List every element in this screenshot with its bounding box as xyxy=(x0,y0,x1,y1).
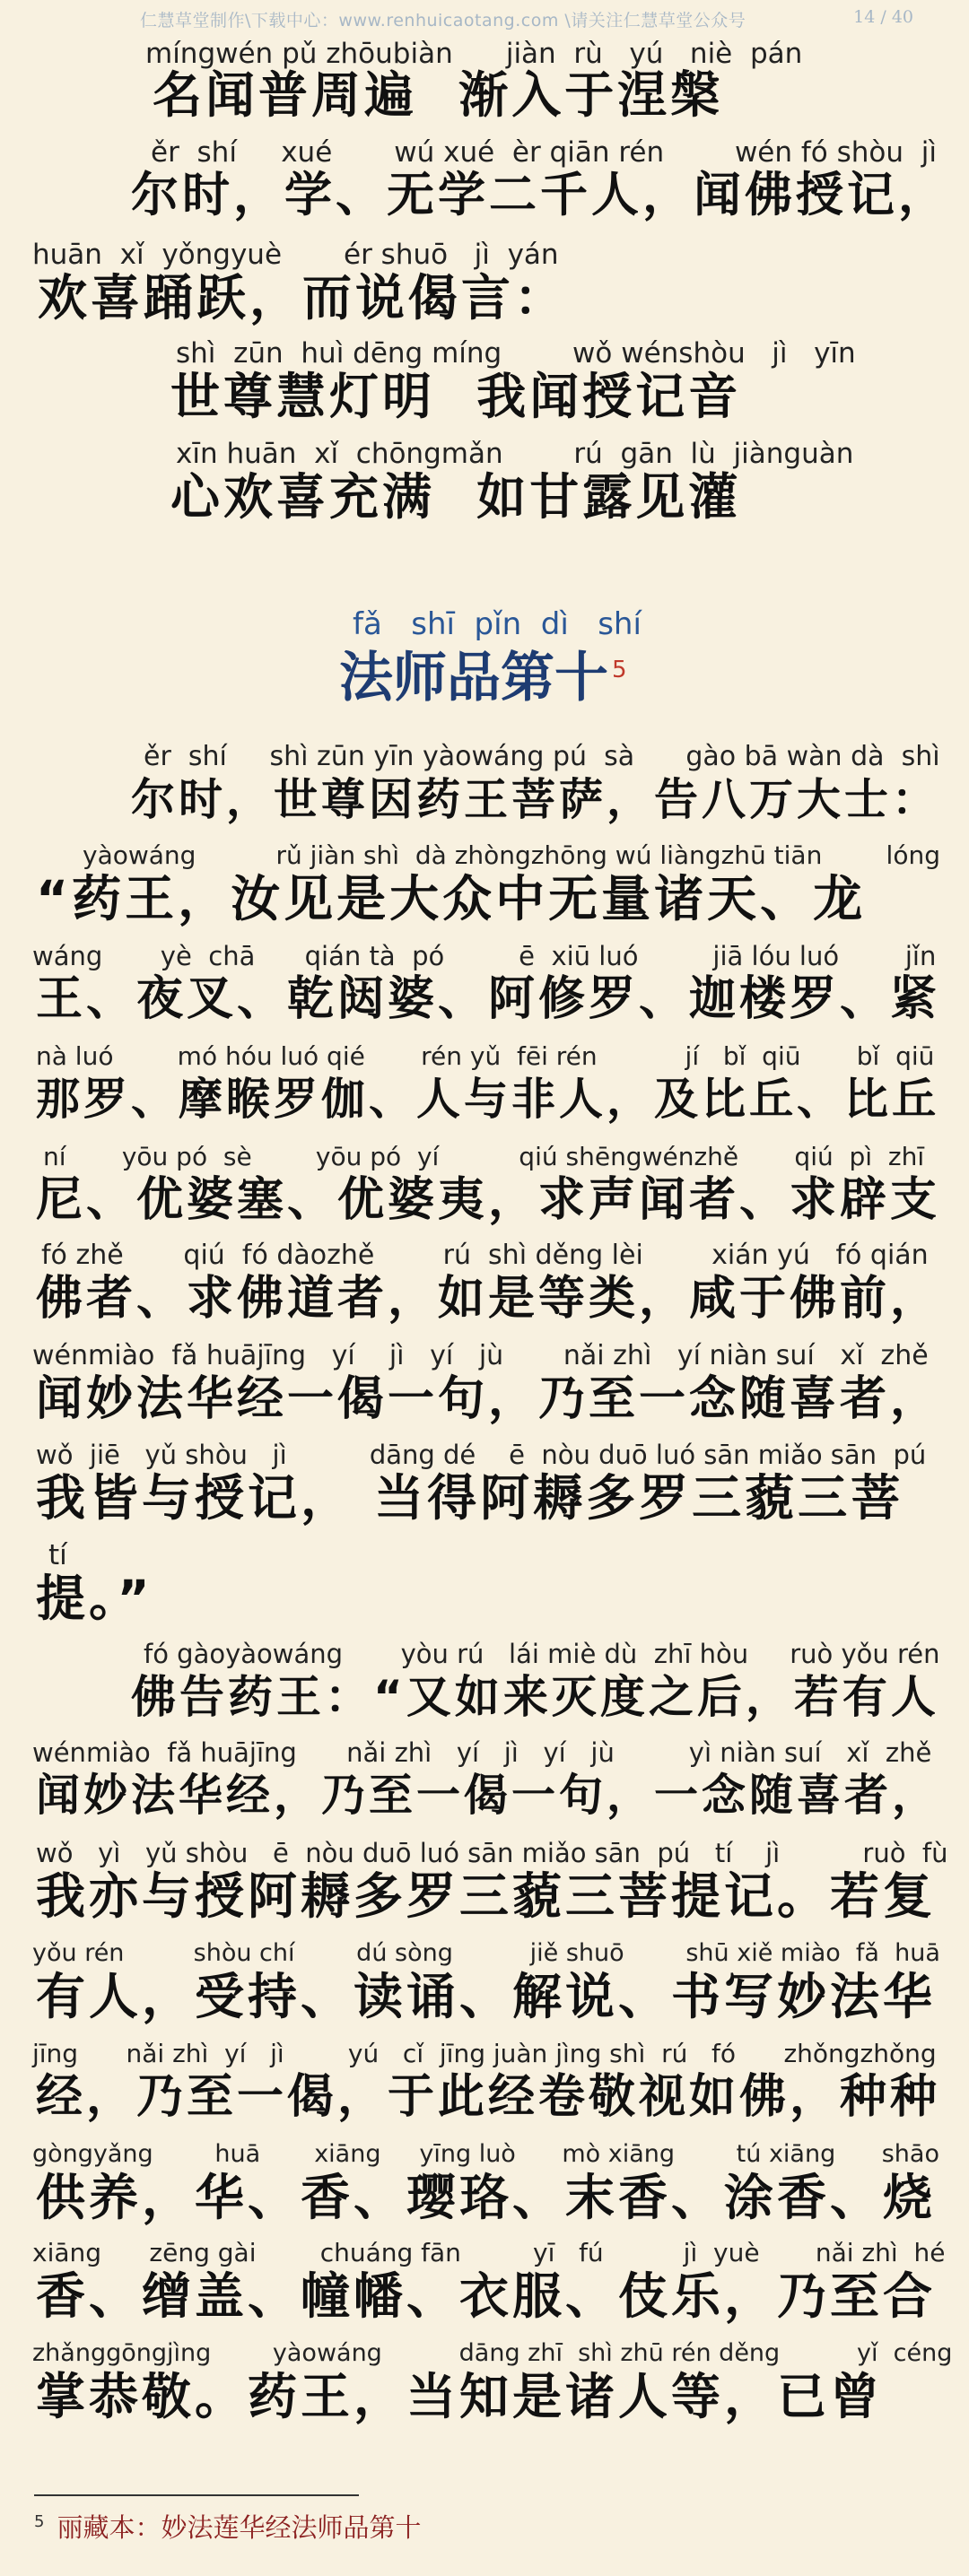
pinyin-line: xīn huān xǐ chōngmǎn rú gān lù jiànguàn xyxy=(176,438,854,470)
pinyin-line: wénmiào fǎ huājīng yí jì yí jù nǎi zhì yí niàn suí xǐ zhě xyxy=(32,1340,929,1371)
footnote xyxy=(34,2508,421,2545)
hanzi-line: 世尊慧灯明 我闻授记音 xyxy=(170,368,742,425)
pinyin-line: xiāng zēng gài chuáng fān yī fú jì yuè nǎi zhì hé xyxy=(32,2238,946,2267)
hanzi-line: 我皆与授记， 当得阿耨多罗三藐三菩 xyxy=(36,1469,904,1527)
hanzi-line: 经，乃至一偈，于此经卷敬视如佛，种种 xyxy=(36,2070,941,2124)
footnote-marker: 5 xyxy=(612,657,627,683)
footnote-text: 丽藏本：妙法莲华经法师品第十 xyxy=(57,2512,422,2543)
pinyin-line: wǒ jiē yǔ shòu jì dāng dé ē nòu duō luó sān miǎo sān pú xyxy=(36,1440,927,1470)
pinyin-line: gòngyǎng huā xiāng yīng luò mò xiāng tú xiāng shāo xyxy=(32,2140,939,2168)
hanzi-line: 提。” xyxy=(36,1570,153,1627)
hanzi-line: 供养，华、香、璎珞、末香、涂香、烧 xyxy=(36,2169,937,2226)
footnote-number: 5 xyxy=(34,2512,45,2532)
hanzi-line: 尔时，世尊因药王菩萨，告八万大士： xyxy=(131,774,940,825)
page-number: 14 / 40 xyxy=(853,7,913,27)
pinyin-line: huān xǐ yǒngyuè ér shuō jì yán xyxy=(32,239,559,271)
pinyin-line: tí xyxy=(48,1539,67,1571)
hanzi-line: 那罗、摩睺罗伽、人与非人，及比丘、比丘 xyxy=(36,1074,940,1125)
pinyin-line: wǒ yì yǔ shòu ē nòu duō luó sān miǎo sān pú tí jì ruò fù xyxy=(36,1838,948,1868)
pinyin-line: yàowáng rǔ jiàn shì dà zhòngzhōng wú liàngzhū tiān lóng xyxy=(83,840,940,870)
pinyin-line: shì zūn huì dēng míng wǒ wénshòu jì yīn xyxy=(176,337,856,370)
pinyin-line: wénmiào fǎ huājīng nǎi zhì yí jì yí jù yì niàn suí xǐ zhě xyxy=(32,1737,932,1768)
footnote-divider xyxy=(34,2494,359,2496)
hanzi-line: 尔时，学、无学二千人，闻佛授记， xyxy=(131,168,949,222)
hanzi-line: 佛者、求佛道者，如是等类，咸于佛前， xyxy=(36,1272,941,1326)
hanzi-line: 尼、优婆塞、优婆夷，求声闻者、求辟支 xyxy=(36,1173,941,1227)
hanzi-line: 闻妙法华经一偈一句，乃至一念随喜者， xyxy=(36,1372,941,1426)
hanzi-line: 有人，受持、读诵、解说、书写妙法华 xyxy=(36,1968,937,2025)
pinyin-line: jīng nǎi zhì yí jì yú cǐ jīng juàn jìng shì rú fó zhǒngzhǒng xyxy=(32,2039,937,2068)
hanzi-line: 佛告药王：“又如来灭度之后，若有人 xyxy=(131,1671,939,1723)
pinyin-line: ěr shí shì zūn yīn yàowáng pú sà gào bā wàn dà shì xyxy=(144,741,940,772)
hanzi-line: “药王，汝见是大众中无量诸天、龙 xyxy=(36,870,867,927)
hanzi-line: 闻妙法华经，乃至一偈一句，一念随喜者， xyxy=(36,1770,940,1821)
pinyin-line: fó gàoyàowáng yòu rú lái miè dù zhī hòu ruò yǒu rén xyxy=(144,1639,940,1669)
hanzi-line: 欢喜踊跃，而说偈言： xyxy=(38,269,568,326)
pinyin-line: zhǎnggōngjìng yàowáng dāng zhī shì zhū rén děng yǐ céng xyxy=(32,2339,953,2367)
hanzi-line: 掌恭敬。药王，当知是诸人等，已曾 xyxy=(36,2368,884,2425)
chapter-pinyin: fǎ shī pǐn dì shí xyxy=(353,606,642,642)
pinyin-line: wáng yè chā qián tà pó ē xiū luó jiā lóu luó jǐn xyxy=(32,941,937,971)
pinyin-line: ní yōu pó sè yōu pó yí qiú shēngwénzhě qiú pì zhī xyxy=(43,1142,925,1171)
hanzi-line: 心欢喜充满 如甘露见灌 xyxy=(170,468,742,526)
header-source-text: 仁慧草堂制作\下载中心：www.renhuicaotang.com \请关注仁慧草堂公众号 xyxy=(140,11,746,30)
pinyin-line: míngwén pǔ zhōubiàn jiàn rù yú niè pán xyxy=(145,38,803,70)
hanzi-line: 名闻普周遍 渐入于涅槃 xyxy=(153,66,724,124)
hanzi-line: 王、夜叉、乾闼婆、阿修罗、迦楼罗、紧 xyxy=(36,972,941,1026)
pinyin-line: nà luó mó hóu luó qié rén yǔ fēi rén jí bǐ qiū bǐ qiū xyxy=(36,1041,935,1071)
page-header xyxy=(0,0,969,39)
pinyin-line: ěr shí xué wú xué èr qiān rén wén fó shòu jì xyxy=(151,136,937,169)
pinyin-line: fó zhě qiú fó dàozhě rú shì děng lèi xián yú fó qián xyxy=(41,1240,929,1271)
chapter-title-text: 法师品第十 xyxy=(339,647,608,709)
pinyin-line: yǒu rén shòu chí dú sòng jiě shuō shū xiě miào fǎ huā xyxy=(32,1939,940,1967)
chapter-title xyxy=(339,639,627,709)
hanzi-line: 我亦与授阿耨多罗三藐三菩提记。若复 xyxy=(36,1867,937,1925)
hanzi-line: 香、缯盖、幢幡、衣服、伎乐，乃至合 xyxy=(36,2267,937,2325)
